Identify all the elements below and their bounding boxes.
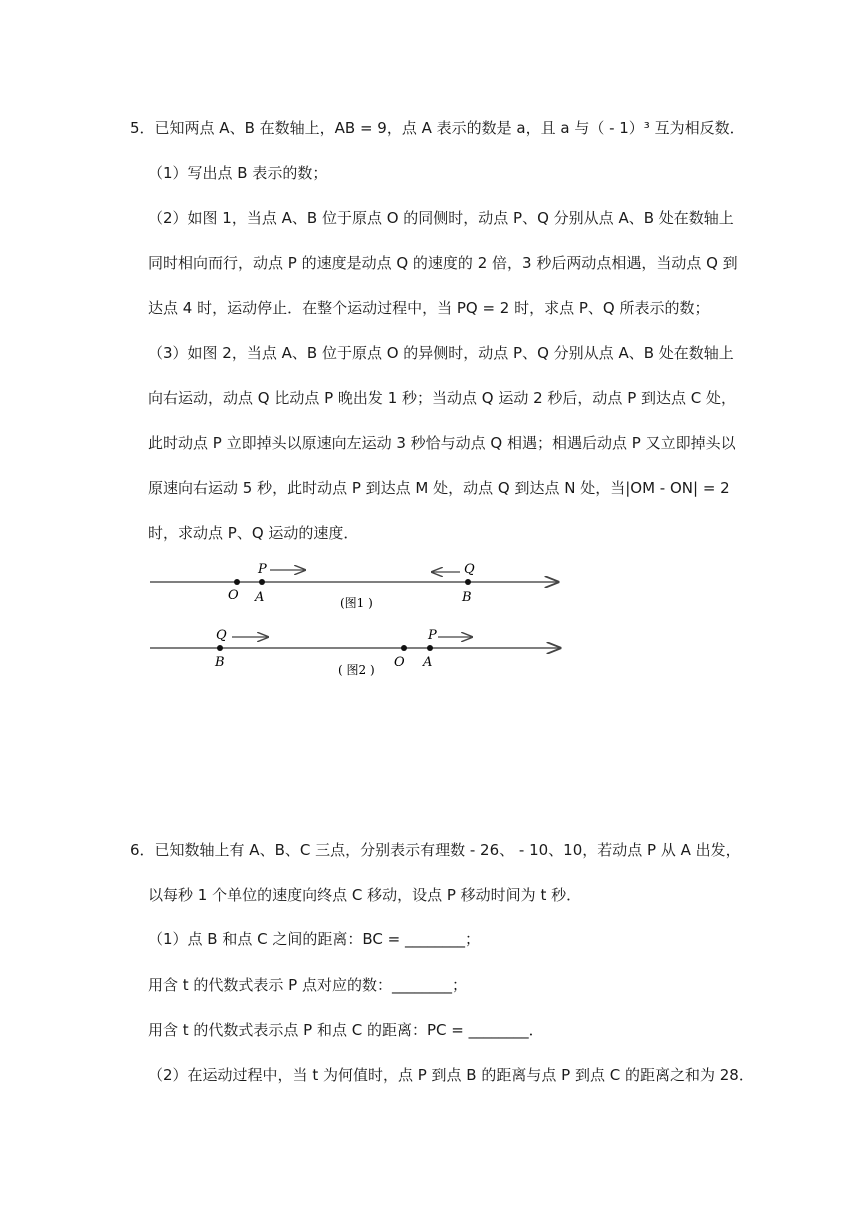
fig2-label-P: P [428, 628, 437, 643]
figure-2-number-line [140, 622, 570, 682]
fig2-point-B [217, 645, 223, 651]
fig1-label-A: A [255, 590, 265, 605]
q5-part3-line2: 向右运动，动点 Q 比动点 P 晚出发 1 秒；当动点 Q 运动 2 秒后，动点 P 到达点 C 处， [148, 389, 737, 407]
fig2-point-A [427, 645, 433, 651]
q6-part1-p-expr: 用含 t 的代数式表示 P 点对应的数：________； [148, 976, 468, 994]
fig2-label-B: B [215, 655, 225, 670]
q5-part3-line4: 原速向右运动 5 秒，此时动点 P 到达点 M 处，动点 Q 到达点 N 处，当|OM - ON| = 2 [148, 479, 730, 497]
q5-part3-line3: 此时动点 P 立即掉头以原速向左运动 3 秒恰与动点 Q 相遇；相遇后动点 P 又立即掉头以 [148, 434, 736, 452]
q6-part1-pc: 用含 t 的代数式表示点 P 和点 C 的距离：PC = ________． [148, 1021, 544, 1039]
q6-stem-line2: 以每秒 1 个单位的速度向终点 C 移动，设点 P 移动时间为 t 秒． [148, 886, 582, 904]
fig1-label-B: B [462, 590, 472, 605]
fig2-label-Q: Q [216, 628, 227, 643]
q5-stem: 5．已知两点 A、B 在数轴上，AB = 9，点 A 表示的数是 a，且 a 与（ - 1）³ 互为相反数． [130, 119, 745, 137]
q6-part2: （2）在运动过程中，当 t 为何值时，点 P 到点 B 的距离与点 P 到点 C 的距离之和为 28． [148, 1066, 754, 1084]
q5-part1: （1）写出点 B 表示的数； [148, 164, 328, 182]
figure-1-number-line [140, 555, 570, 620]
fig1-point-O [234, 579, 240, 585]
fig2-caption: ( 图2 ) [338, 663, 375, 677]
fig1-caption: (图1 ) [340, 596, 373, 610]
fig1-label-O: O [228, 588, 239, 603]
fig1-point-A [259, 579, 265, 585]
fig2-point-O [401, 645, 407, 651]
q5-part3-line5: 时，求动点 P、Q 运动的速度． [148, 524, 359, 542]
fig1-point-B [465, 579, 471, 585]
fig2-label-O: O [394, 655, 405, 670]
q6-part1-bc: （1）点 B 和点 C 之间的距离：BC = ________； [148, 930, 480, 948]
fig2-label-A: A [423, 655, 433, 670]
q5-part2-line1: （2）如图 1，当点 A、B 位于原点 O 的同侧时，动点 P、Q 分别从点 A、B 处在数轴上 [148, 209, 734, 227]
fig1-label-P: P [258, 562, 267, 577]
q5-part2-line2: 同时相向而行，动点 P 的速度是动点 Q 的速度的 2 倍，3 秒后两动点相遇，当动点 Q 到 [148, 254, 738, 272]
q6-stem-line1: 6．已知数轴上有 A、B、C 三点，分别表示有理数 - 26、 - 10、10，若动点 P 从 A 出发， [130, 841, 741, 859]
q5-part2-line3: 达点 4 时，运动停止．在整个运动过程中，当 PQ = 2 时，求点 P、Q 所表示的数； [148, 299, 710, 317]
q5-part3-line1: （3）如图 2，当点 A、B 位于原点 O 的异侧时，动点 P、Q 分别从点 A、B 处在数轴上 [148, 344, 734, 362]
fig1-label-Q: Q [464, 562, 475, 577]
